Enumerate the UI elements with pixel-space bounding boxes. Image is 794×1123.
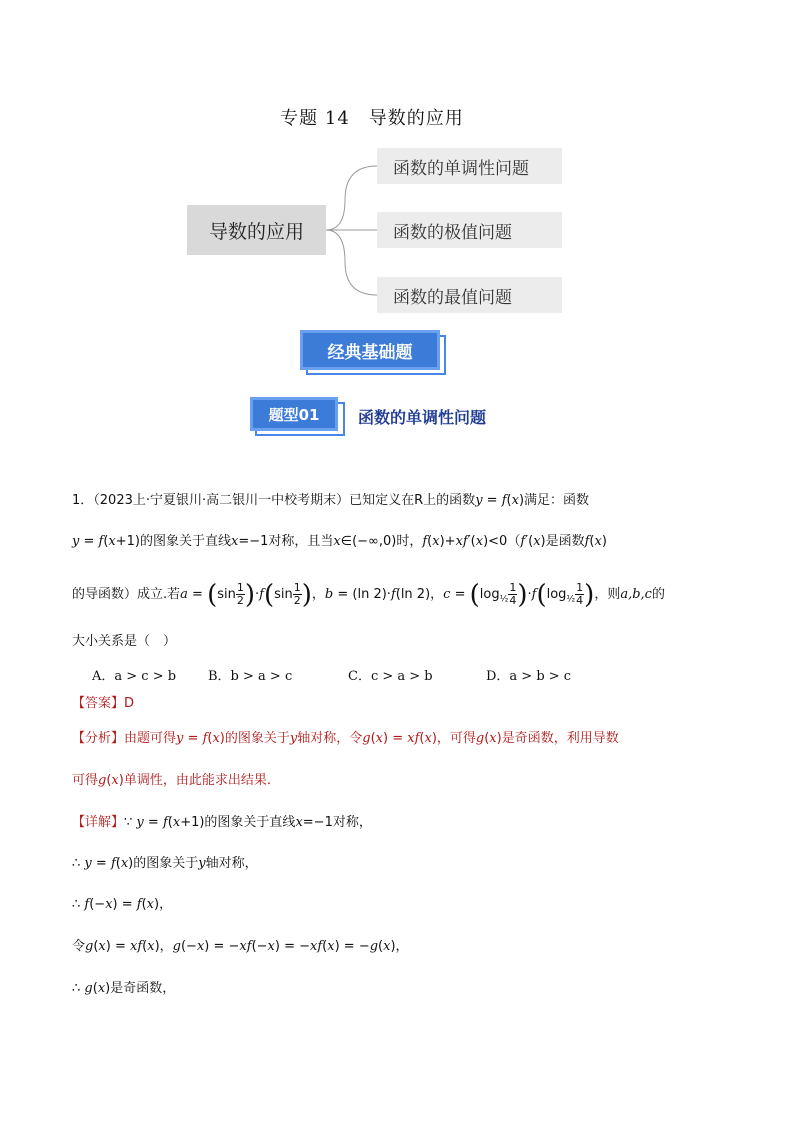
detail-line-2: ∴ y = f(x)的图象关于y轴对称，	[72, 856, 258, 871]
option-a: A．a > c > b	[92, 669, 177, 684]
detail-line-3: ∴ f(−x) = f(x)，	[72, 897, 173, 912]
option-b: B．b > a > c	[208, 669, 293, 684]
analysis-line-1: 【分析】由题可得y = f(x)的图象关于y轴对称，令g(x) = xf(x)，可得g(x)是奇函数，利用导数	[72, 731, 619, 746]
problem-line-2: y = f(x+1)的图象关于直线x=−1对称，且当x∈(−∞,0)时，f(x)+xf′(x)<0（f′(x)是函数f(x)	[72, 534, 607, 549]
detail-line-5: ∴ g(x)是奇函数，	[72, 981, 176, 996]
answer-value: D	[124, 696, 135, 711]
type-tag-label: 题型01	[250, 397, 338, 431]
mindmap-node-extremum: 函数的极值问题	[377, 212, 562, 248]
mindmap-center-node: 导数的应用	[187, 205, 326, 255]
type-tag	[250, 397, 346, 437]
section-banner-label: 经典基础题	[300, 330, 440, 370]
analysis-line-2: 可得g(x)单调性，由此能求出结果.	[72, 773, 271, 788]
answer-line: 【答案】D	[72, 696, 135, 711]
option-d: D．a > b > c	[486, 669, 572, 684]
type-title: 函数的单调性问题	[358, 408, 487, 427]
problem-line-3: 的导函数）成立.若a = (sin $\frac{1}{2}$ )·f(sin $\frac{1}{2}$ )，b = (ln 2)·f(ln 2)，$c = (\log_{\frac{1}{2}}$ $\frac{1}{4}$ )$\cdot f(\log_{\frac{1}{2}}$ $\frac{1}{4}$ )，则a,b,c的	[72, 580, 665, 610]
mindmap-node-monotonicity: 函数的单调性问题	[377, 148, 562, 184]
problem-line-1: 1．（2023上·宁夏银川·高二银川一中校考期末）已知定义在R上的函数y = f(x)满足：函数	[72, 493, 590, 508]
mindmap-node-maximum: 函数的最值问题	[377, 277, 562, 313]
detail-line-4: 令g(x) = xf(x)，g(−x) = −xf(−x) = −xf(x) = −g(x)，	[72, 939, 409, 954]
page-title: 专题 14 导数的应用	[280, 108, 464, 129]
detail-line-1: 【详解】∵ y = f(x+1)的图象关于直线x=−1对称，	[72, 815, 372, 830]
option-c: C．c > a > b	[348, 669, 433, 684]
section-banner	[300, 330, 446, 378]
problem-line-4: 大小关系是（ ）	[72, 634, 177, 649]
